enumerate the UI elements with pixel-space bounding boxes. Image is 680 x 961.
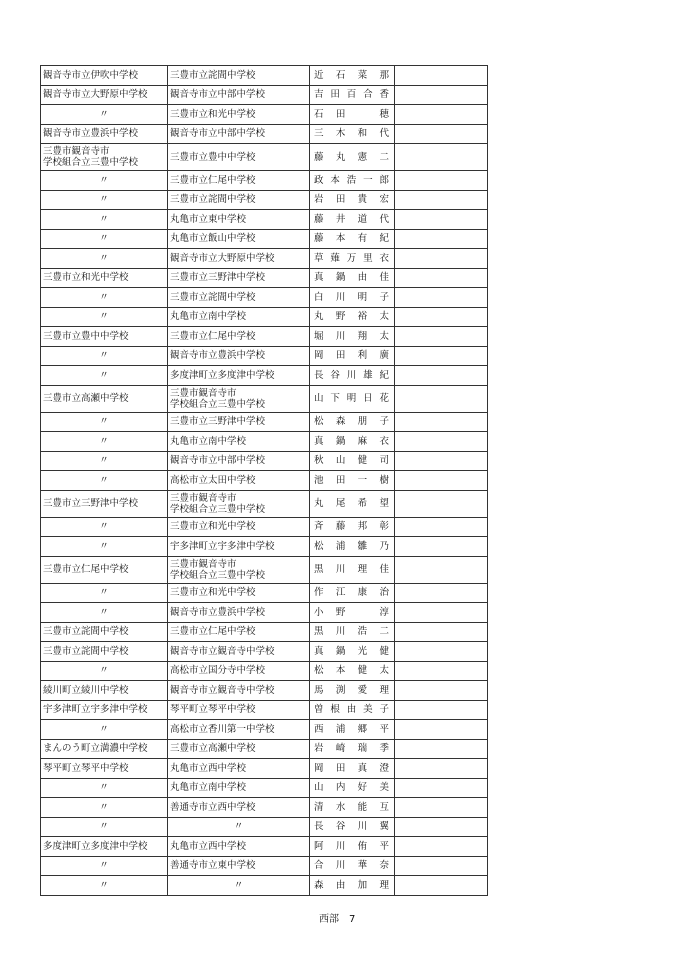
remarks-cell [395,661,488,681]
teacher-name-cell: 岩 田 貴 宏 [310,190,395,210]
teacher-name-cell: 長 谷 川 翼 [310,817,395,837]
destination-school-cell: 高松市立太田中学校 [168,471,310,491]
table-row [41,210,488,230]
table-row [41,105,488,125]
table-row [41,144,488,171]
remarks-cell [395,85,488,105]
origin-school-cell: 〃 [41,817,168,837]
destination-school-cell: 観音寺市立豊浜中学校 [168,603,310,623]
destination-school-cell: 善通寺市立西中学校 [168,798,310,818]
destination-school-cell: 丸亀市立南中学校 [168,432,310,452]
remarks-cell [395,432,488,452]
teacher-name-cell: 丸 尾 希 望 [310,490,395,517]
origin-school-cell: 〃 [41,366,168,386]
table-row [41,249,488,269]
teacher-name-cell: 岩 崎 瑞 季 [310,739,395,759]
origin-school-cell: 〃 [41,798,168,818]
page-footer: 西部 7 [319,914,356,925]
table-row [41,190,488,210]
origin-school-cell: 多度津町立多度津中学校 [41,837,168,857]
destination-school-cell: 高松市立国分寺中学校 [168,661,310,681]
teacher-name-cell: 秋 山 健 司 [310,451,395,471]
table-row [41,171,488,191]
remarks-cell [395,876,488,896]
origin-school-cell: 〃 [41,661,168,681]
origin-school-cell: 〃 [41,412,168,432]
remarks-cell [395,778,488,798]
origin-school-cell: 三豊市立三野津中学校 [41,490,168,517]
origin-school-cell: 〃 [41,432,168,452]
origin-school-cell: 綾川町立綾川中学校 [41,681,168,701]
destination-school-cell: 観音寺市立中部中学校 [168,85,310,105]
origin-school-cell: 〃 [41,876,168,896]
table-row [41,432,488,452]
destination-school-cell: 観音寺市立中部中学校 [168,124,310,144]
destination-school-cell: 丸亀市立西中学校 [168,759,310,779]
destination-school-cell: 善通寺市立東中学校 [168,856,310,876]
table-row [41,537,488,557]
destination-school-cell: 丸亀市立東中学校 [168,210,310,230]
table-row [41,346,488,366]
remarks-cell [395,517,488,537]
table-row [41,268,488,288]
table-row [41,490,488,517]
destination-school-cell: 三豊市立三野津中学校 [168,412,310,432]
remarks-cell [395,66,488,86]
table-row [41,66,488,86]
table-row [41,681,488,701]
table-row [41,603,488,623]
destination-school-cell: 丸亀市立南中学校 [168,307,310,327]
remarks-cell [395,537,488,557]
destination-school-cell: 多度津町立多度津中学校 [168,366,310,386]
teacher-name-cell: 森 由 加 理 [310,876,395,896]
teacher-name-cell: 西 浦 郷 平 [310,720,395,740]
origin-school-cell: 琴平町立琴平中学校 [41,759,168,779]
teacher-name-cell: 真 鍋 麻 衣 [310,432,395,452]
destination-school-cell: 観音寺市立観音寺中学校 [168,642,310,662]
teacher-name-cell: 斉 藤 邦 彰 [310,517,395,537]
remarks-cell [395,268,488,288]
teacher-name-cell: 小 野 淳 [310,603,395,623]
origin-school-cell: 観音寺市立伊吹中学校 [41,66,168,86]
remarks-cell [395,451,488,471]
destination-school-cell: 三豊市立和光中学校 [168,583,310,603]
table-row [41,778,488,798]
destination-school-cell: 〃 [168,817,310,837]
table-row [41,471,488,491]
destination-school-cell: 観音寺市立中部中学校 [168,451,310,471]
origin-school-cell: 観音寺市立豊浜中学校 [41,124,168,144]
table-row [41,556,488,583]
table-row [41,642,488,662]
remarks-cell [395,681,488,701]
origin-school-cell: 〃 [41,190,168,210]
teacher-name-cell: 真 鍋 光 健 [310,642,395,662]
table-row [41,739,488,759]
teacher-name-cell: 藤 井 道 代 [310,210,395,230]
teacher-name-cell: 池 田 一 樹 [310,471,395,491]
destination-school-cell: 三豊市立仁尾中学校 [168,171,310,191]
remarks-cell [395,249,488,269]
remarks-cell [395,229,488,249]
origin-school-cell: 〃 [41,517,168,537]
table-row [41,622,488,642]
origin-school-cell: 三豊市立詫間中学校 [41,642,168,662]
teacher-name-cell: 岡 田 真 澄 [310,759,395,779]
teacher-name-cell: 三 木 和 代 [310,124,395,144]
remarks-cell [395,412,488,432]
teacher-name-cell: 作 江 康 治 [310,583,395,603]
transfer-table-body [41,66,488,896]
remarks-cell [395,327,488,347]
teacher-name-cell: 馬 渕 愛 理 [310,681,395,701]
destination-school-cell: 宇多津町立宇多津中学校 [168,537,310,557]
remarks-cell [395,307,488,327]
destination-school-cell: 琴平町立琴平中学校 [168,700,310,720]
table-row [41,307,488,327]
origin-school-cell: 〃 [41,249,168,269]
destination-school-cell: 三豊市立和光中学校 [168,105,310,125]
table-row [41,366,488,386]
teacher-name-cell: 吉 田 百 合 香 [310,85,395,105]
teacher-name-cell: 白 川 明 子 [310,288,395,308]
remarks-cell [395,642,488,662]
teacher-name-cell: 曽 根 由 美 子 [310,700,395,720]
table-row [41,817,488,837]
teacher-name-cell: 真 鍋 由 佳 [310,268,395,288]
origin-school-cell: 三豊市立仁尾中学校 [41,556,168,583]
table-row [41,327,488,347]
destination-school-cell: 三豊市立仁尾中学校 [168,327,310,347]
destination-school-cell: 観音寺市立豊浜中学校 [168,346,310,366]
origin-school-cell: 三豊市立豊中中学校 [41,327,168,347]
teacher-name-cell: 石 田 穂 [310,105,395,125]
transfer-table-sheet [40,65,487,896]
teacher-name-cell: 阿 川 侑 平 [310,837,395,857]
origin-school-cell: 〃 [41,451,168,471]
origin-school-cell: 〃 [41,471,168,491]
origin-school-cell: 三豊市立和光中学校 [41,268,168,288]
origin-school-cell: 〃 [41,583,168,603]
table-row [41,700,488,720]
origin-school-cell: 〃 [41,537,168,557]
remarks-cell [395,385,488,412]
destination-school-cell: 三豊市立豊中中学校 [168,144,310,171]
origin-school-cell: 〃 [41,856,168,876]
table-row [41,876,488,896]
remarks-cell [395,817,488,837]
transfer-table [40,65,488,896]
remarks-cell [395,759,488,779]
origin-school-cell: 〃 [41,229,168,249]
table-row [41,583,488,603]
teacher-name-cell: 近 石 菜 那 [310,66,395,86]
teacher-name-cell: 草 薙 万 里 衣 [310,249,395,269]
destination-school-cell: 観音寺市立大野原中学校 [168,249,310,269]
origin-school-cell: 〃 [41,778,168,798]
remarks-cell [395,798,488,818]
teacher-name-cell: 藤 丸 憲 二 [310,144,395,171]
origin-school-cell: 〃 [41,720,168,740]
table-row [41,856,488,876]
destination-school-cell: 高松市立香川第一中学校 [168,720,310,740]
teacher-name-cell: 政 本 浩 一 郎 [310,171,395,191]
origin-school-cell: まんのう町立満濃中学校 [41,739,168,759]
destination-school-cell: 三豊市立詫間中学校 [168,66,310,86]
destination-school-cell: 三豊市立三野津中学校 [168,268,310,288]
teacher-name-cell: 岡 田 利 廣 [310,346,395,366]
destination-school-cell: 三豊市観音寺市 学校組合立三豊中学校 [168,385,310,412]
destination-school-cell: 三豊市観音寺市 学校組合立三豊中学校 [168,490,310,517]
remarks-cell [395,856,488,876]
table-row [41,451,488,471]
teacher-name-cell: 黒 川 浩 二 [310,622,395,642]
remarks-cell [395,288,488,308]
teacher-name-cell: 堀 川 翔 太 [310,327,395,347]
table-row [41,720,488,740]
teacher-name-cell: 藤 本 有 紀 [310,229,395,249]
origin-school-cell: 〃 [41,307,168,327]
destination-school-cell: 三豊市立詫間中学校 [168,190,310,210]
destination-school-cell: 丸亀市立飯山中学校 [168,229,310,249]
origin-school-cell: 宇多津町立宇多津中学校 [41,700,168,720]
destination-school-cell: 〃 [168,876,310,896]
destination-school-cell: 三豊市立仁尾中学校 [168,622,310,642]
remarks-cell [395,700,488,720]
table-row [41,229,488,249]
destination-school-cell: 三豊市立和光中学校 [168,517,310,537]
destination-school-cell: 丸亀市立南中学校 [168,778,310,798]
table-row [41,385,488,412]
table-row [41,412,488,432]
table-row [41,517,488,537]
remarks-cell [395,556,488,583]
remarks-cell [395,144,488,171]
origin-school-cell: 〃 [41,603,168,623]
remarks-cell [395,471,488,491]
remarks-cell [395,720,488,740]
remarks-cell [395,124,488,144]
origin-school-cell: 観音寺市立大野原中学校 [41,85,168,105]
teacher-name-cell: 山 下 明 日 花 [310,385,395,412]
remarks-cell [395,105,488,125]
remarks-cell [395,583,488,603]
origin-school-cell: 〃 [41,105,168,125]
origin-school-cell: 〃 [41,288,168,308]
teacher-name-cell: 丸 野 裕 太 [310,307,395,327]
teacher-name-cell: 清 水 能 互 [310,798,395,818]
remarks-cell [395,739,488,759]
origin-school-cell: 三豊市観音寺市 学校組合立三豊中学校 [41,144,168,171]
remarks-cell [395,603,488,623]
remarks-cell [395,190,488,210]
teacher-name-cell: 黒 川 理 佳 [310,556,395,583]
origin-school-cell: 三豊市立高瀬中学校 [41,385,168,412]
table-row [41,124,488,144]
teacher-name-cell: 松 本 健 太 [310,661,395,681]
destination-school-cell: 観音寺市立観音寺中学校 [168,681,310,701]
teacher-name-cell: 長 谷 川 雄 紀 [310,366,395,386]
remarks-cell [395,490,488,517]
destination-school-cell: 丸亀市立西中学校 [168,837,310,857]
origin-school-cell: 〃 [41,210,168,230]
teacher-name-cell: 松 浦 雛 乃 [310,537,395,557]
table-row [41,798,488,818]
remarks-cell [395,366,488,386]
remarks-cell [395,210,488,230]
remarks-cell [395,622,488,642]
teacher-name-cell: 合 川 華 奈 [310,856,395,876]
table-row [41,288,488,308]
table-row [41,85,488,105]
destination-school-cell: 三豊市観音寺市 学校組合立三豊中学校 [168,556,310,583]
table-row [41,837,488,857]
teacher-name-cell: 山 内 好 美 [310,778,395,798]
remarks-cell [395,346,488,366]
destination-school-cell: 三豊市立高瀬中学校 [168,739,310,759]
destination-school-cell: 三豊市立詫間中学校 [168,288,310,308]
table-row [41,661,488,681]
remarks-cell [395,837,488,857]
origin-school-cell: 〃 [41,346,168,366]
origin-school-cell: 三豊市立詫間中学校 [41,622,168,642]
teacher-name-cell: 松 森 朋 子 [310,412,395,432]
remarks-cell [395,171,488,191]
table-row [41,759,488,779]
origin-school-cell: 〃 [41,171,168,191]
